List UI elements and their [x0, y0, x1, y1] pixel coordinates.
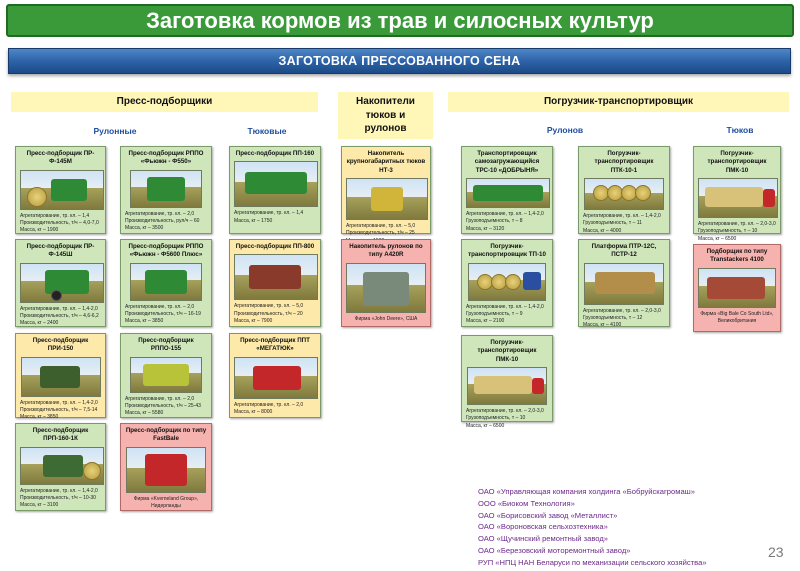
spec-line: Агрегатирование, тр. кл. – 5,0 [234, 303, 304, 310]
page-title: Заготовка кормов из трав и силосных культур [6, 4, 794, 37]
spec-line: Агрегатирование, тр. кл. – 2,0 [125, 303, 195, 310]
spec-line: Агрегатирование, тр. кл. – 1,4-2,0 [20, 399, 98, 406]
machine-name: Пресс-подборщик ПР-Ф-145Ш [26, 243, 95, 259]
manufacturer-item: ОАО «Вороновская сельхозтехника» [478, 522, 608, 532]
machine-name: Погрузчик-транспортировщик ПТК-10-1 [594, 150, 654, 174]
machine-name: Погрузчик-транспортировщик ПМК-10 [477, 339, 537, 363]
spec-line: Масса, кг – 6500 [466, 422, 505, 429]
machine-photo [21, 357, 101, 397]
machine-photo [126, 447, 206, 493]
spec-line: Грузоподъемность, т – 8 [466, 218, 523, 225]
machine-photo [20, 170, 104, 210]
machine-card[interactable] [120, 333, 212, 418]
machine-name: Погрузчик-транспортировщик ПМК-10 [707, 150, 767, 174]
machine-photo [346, 263, 426, 313]
machine-photo [346, 178, 428, 220]
category-accumulators: Накопители тюков и рулонов [338, 92, 433, 139]
subcategory-press-rolls: Рулонные [93, 126, 137, 136]
manufacturer-item: ОАО «Борисовский завод «Металлист» [478, 510, 618, 520]
machine-card[interactable] [229, 333, 321, 418]
subcategory-loader-bales: Тюков [726, 125, 754, 135]
spec-line: Агрегатирование, тр. кл. – 1,4 [234, 210, 304, 217]
spec-line: Производительность, т/ч – 4,0-7,0 [20, 219, 99, 226]
machine-photo [130, 263, 202, 301]
maker-note: Фирма «John Deere», США [354, 315, 418, 322]
spec-line: Производительность, рул/ч – 60 [125, 217, 200, 224]
spec-line: Производительность, т/ч – 20 [234, 310, 303, 317]
machine-card[interactable] [341, 146, 431, 237]
spec-line: Масса, кг – 3100 [20, 502, 59, 509]
page-number: 23 [768, 544, 784, 560]
machine-name: Платформа ПТР-12С, ПСТР-12 [591, 243, 657, 259]
manufacturer-item: ОАО «Щучинский ремонтный завод» [478, 534, 608, 544]
machine-photo [234, 254, 318, 300]
machine-photo [20, 263, 104, 303]
machine-name: Накопитель рулонов по типу А420R [349, 243, 423, 259]
machine-photo [234, 161, 318, 207]
subcategory-loader-rolls: Рулонов [546, 125, 584, 135]
manufacturer-item: ООО «Биоком Технология» [478, 498, 575, 508]
spec-line: Агрегатирование, тр. кл. – 2,0 [125, 395, 195, 402]
spec-line: Производительность, т/ч – 7,5-14 [20, 406, 98, 413]
machine-name: Транспортировщик самозагружающийся ТРС-10 «ДОБРЫНЯ» [474, 150, 540, 174]
machine-card[interactable] [461, 146, 553, 234]
machine-card[interactable] [578, 239, 670, 327]
manufacturers-list [478, 486, 758, 568]
subcategory-press-bales: Тюковые [247, 126, 287, 136]
spec-line: Грузоподъемность, т – 10 [466, 415, 526, 422]
manufacturer-item: ОАО «Березовский моторемонтный завод» [478, 545, 631, 555]
spec-line: Масса, кг – 3120 [466, 225, 505, 232]
spec-line: Масса, кг – 5580 [125, 410, 164, 417]
spec-line: Агрегатирование, тр. кл. – 2,0-3,0 [583, 307, 661, 314]
machine-card[interactable] [461, 335, 553, 429]
machine-name: Подборщик по типу Transtackers 4100 [706, 248, 768, 264]
machine-card[interactable] [120, 239, 212, 327]
spec-line: Масса, кг – 3850 [125, 318, 164, 325]
spec-line: Масса, кг – 3850 [20, 414, 59, 421]
spec-line: Агрегатирование, тр. кл. – 2,0-3,0 [698, 221, 776, 228]
machine-card[interactable] [578, 146, 670, 234]
spec-line: Агрегатирование, тр. кл. – 2,0-3,0 [466, 408, 544, 415]
spec-line: Производительность, т/ч – 25 [346, 230, 415, 237]
spec-line: Масса, кг – 4100 [583, 322, 622, 329]
spec-line: Грузоподъемность, т – 10 [698, 228, 758, 235]
spec-line: Агрегатирование, тр. кл. – 1,4-2,0 [583, 213, 661, 220]
spec-line: Масса, кг – 8000 [234, 408, 273, 415]
category-press: Пресс-подборщики [11, 92, 318, 112]
spec-line: Производительность, т/ч – 25-43 [125, 402, 201, 409]
spec-line: Грузоподъемность, т – 11 [583, 220, 642, 227]
machine-name: Накопитель крупногабаритных тюков НТ-3 [346, 150, 426, 174]
machine-card[interactable] [693, 244, 781, 332]
maker-note: Фирма «Big Bale Co South Ltd», Великобритания [700, 310, 774, 324]
machine-card[interactable] [229, 146, 321, 234]
machine-card[interactable] [120, 146, 212, 234]
spec-line: Масса, кг – 4000 [583, 227, 622, 234]
spec-line: Масса, кг – 2100 [466, 318, 505, 325]
machine-photo [467, 367, 547, 405]
maker-note: Фирма «Kverneland Group», Нидерланды [133, 495, 199, 509]
machine-name: Пресс-подборщик ПРП-160-1К [32, 427, 89, 443]
machine-name: Пресс-подборщик ПРИ-150 [32, 337, 89, 353]
spec-line: Агрегатирование, тр. кл. – 1,4-2,0 [466, 211, 544, 218]
manufacturer-item: РУП «НПЦ НАН Беларуси по механизации сельского хозяйства» [478, 557, 707, 567]
spec-line: Агрегатирование, тр. кл. – 1,4 [20, 212, 90, 219]
machine-photo [698, 178, 778, 218]
machine-photo [234, 357, 318, 399]
machine-name: Пресс-подборщик ПП-160 [235, 150, 315, 157]
machine-name: Пресс-подборщик РППО «Фьюжн - Ф5600 Плюс» [128, 243, 204, 259]
machine-name: Пресс-подборщик РППО «Фьюжн - Ф550» [128, 150, 204, 166]
spec-line: Масса, кг – 2400 [20, 320, 59, 327]
machine-card[interactable] [693, 146, 781, 242]
spec-line: Масса, кг – 7900 [234, 317, 273, 324]
machine-card[interactable] [229, 239, 321, 327]
spec-line: Агрегатирование, тр. кл. – 1,4-2,0 [20, 487, 98, 494]
machine-card[interactable] [341, 239, 431, 327]
spec-line: Масса, кг – 6500 [698, 235, 737, 242]
machine-name: Пресс-подборщик ПП-800 [235, 243, 315, 250]
machine-card[interactable] [120, 423, 212, 511]
machine-name: Пресс-подборщик по типу FastBale [125, 427, 207, 443]
machine-photo [698, 268, 776, 308]
machine-photo [466, 178, 550, 208]
spec-line: Агрегатирование, тр. кл. – 1,4-2,0 [466, 303, 544, 310]
machine-card[interactable] [15, 146, 106, 234]
spec-line: Масса, кг – 1750 [234, 217, 273, 224]
spec-line: Масса, кг – 3500 [125, 225, 164, 232]
spec-line: Агрегатирование, тр. кл. – 5,0 [346, 223, 416, 230]
spec-line: Грузоподъемность, т – 9 [466, 310, 523, 317]
machine-card[interactable] [15, 333, 106, 421]
category-loader: Погрузчик-транспортировщик [448, 92, 789, 112]
machine-photo [20, 447, 104, 485]
spec-line: Производительность, т/ч – 16-19 [125, 310, 201, 317]
machine-card[interactable] [15, 239, 106, 327]
machine-name: Пресс-подборщик РППО-155 [138, 337, 194, 353]
machine-photo [468, 263, 546, 301]
machine-name: Пресс-подборщик ППТ «МЕГАТЮК» [240, 337, 310, 353]
spec-line: Производительность, т/ч – 10-30 [20, 494, 96, 501]
machine-name: Пресс-подборщик ПР-Ф-145М [26, 150, 95, 166]
machine-photo [584, 178, 664, 210]
spec-line: Масса, кг – 1900 [20, 227, 59, 234]
spec-line: Производительность, т/ч – 4,6-6,2 [20, 312, 99, 319]
spec-line: Грузоподъемность, т – 12 [583, 314, 643, 321]
spec-line: Агрегатирование, тр. кл. – 2,0 [234, 401, 304, 408]
machine-photo [584, 263, 664, 305]
machine-photo [130, 357, 202, 393]
machine-card[interactable] [461, 239, 553, 327]
section-subtitle: ЗАГОТОВКА ПРЕССОВАННОГО СЕНА [8, 48, 791, 74]
machine-card[interactable] [15, 423, 106, 511]
spec-line: Агрегатирование, тр. кл. – 1,4-2,0 [20, 305, 98, 312]
machine-name: Погрузчик-транспортировщик ТП-10 [468, 243, 546, 259]
machine-photo [130, 170, 202, 208]
spec-line: Агрегатирование, тр. кл. – 2,0 [125, 210, 195, 217]
manufacturer-item: ОАО «Управляющая компания холдинга «Бобруйскагромаш» [478, 487, 695, 496]
